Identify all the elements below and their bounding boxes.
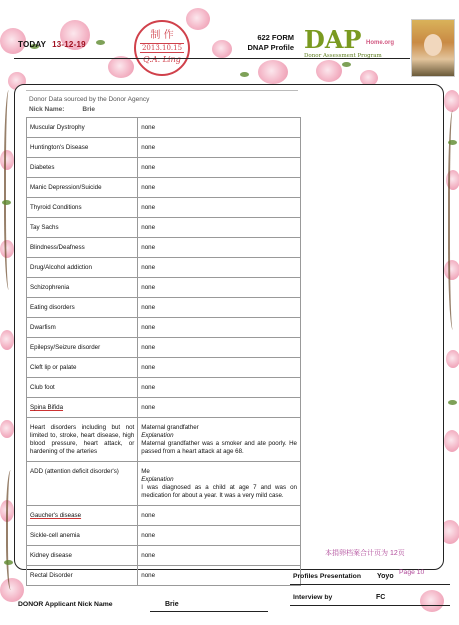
applicant-value: Brie bbox=[165, 601, 179, 608]
condition-value: none bbox=[138, 138, 301, 158]
condition-value: none bbox=[138, 318, 301, 338]
condition-name: Rectal Disorder bbox=[27, 566, 138, 586]
condition-name: Kidney disease bbox=[27, 546, 138, 566]
condition-name: Sickle-cell anemia bbox=[27, 526, 138, 546]
condition-value: none bbox=[138, 338, 301, 358]
table-row bbox=[27, 138, 301, 158]
presentation-label: Profiles Presentation bbox=[293, 573, 361, 580]
table-row bbox=[27, 398, 301, 418]
condition-name: Muscular Dystrophy bbox=[27, 118, 138, 138]
page-number: Page 10 bbox=[399, 569, 425, 576]
condition-name: Thyroid Conditions bbox=[27, 198, 138, 218]
footer-rule bbox=[290, 605, 450, 606]
condition-value: none bbox=[138, 378, 301, 398]
condition-value: none bbox=[138, 278, 301, 298]
form-number: 622 FORM bbox=[257, 33, 294, 42]
condition-name: Club foot bbox=[27, 378, 138, 398]
applicant-label: DONOR Applicant Nick Name bbox=[18, 601, 113, 608]
today-value: 13-12-19 bbox=[52, 40, 86, 49]
logo-subtitle: Donor Assessment Program bbox=[304, 53, 382, 59]
condition-name: Drug/Alcohol addiction bbox=[27, 258, 138, 278]
relation-text: Me bbox=[141, 468, 150, 475]
sourced-note: Donor Data sourced by the Donor Agency bbox=[29, 96, 150, 103]
condition-name: Cleft lip or palate bbox=[27, 358, 138, 378]
condition-value: none bbox=[138, 198, 301, 218]
logo-main: DAP bbox=[304, 25, 362, 54]
table-row bbox=[27, 546, 301, 566]
stamp-line3: Q.A. Ling bbox=[143, 55, 181, 64]
presentation-value: Yoyo bbox=[377, 573, 394, 580]
condition-name: Spina Bifida bbox=[27, 398, 138, 418]
condition-name: Huntington's Disease bbox=[27, 138, 138, 158]
explanation-text: Maternal grandfather was a smoker and ate poorly. He passed from a heart attack at age 68. bbox=[141, 440, 297, 455]
table-row bbox=[27, 378, 301, 398]
table-row-add bbox=[27, 462, 301, 506]
table-row bbox=[27, 506, 301, 526]
table-row bbox=[27, 198, 301, 218]
table-row bbox=[27, 278, 301, 298]
condition-value: none bbox=[138, 398, 301, 418]
explanation-label: Explanation bbox=[141, 432, 174, 439]
condition-detail bbox=[138, 418, 301, 462]
condition-name: Heart disorders including but not limited to, stroke, heart disease, high blood pressure, heart attack, or hardening of the arteries bbox=[27, 418, 138, 462]
table-row bbox=[27, 258, 301, 278]
table-row bbox=[27, 566, 301, 586]
explanation-label: Explanation bbox=[141, 476, 174, 483]
logo-small: Home.org bbox=[366, 40, 395, 46]
condition-detail bbox=[138, 462, 301, 506]
table-row bbox=[27, 358, 301, 378]
condition-value: none bbox=[138, 546, 301, 566]
condition-name: ADD (attention deficit disorder's) bbox=[27, 462, 138, 506]
condition-name: Epilepsy/Seizure disorder bbox=[27, 338, 138, 358]
table-row bbox=[27, 158, 301, 178]
section-top-rule bbox=[26, 90, 298, 91]
condition-value: none bbox=[138, 526, 301, 546]
explanation-text: I was diagnosed as a child at age 7 and was on medication for about a year. It was a very mild case. bbox=[141, 484, 297, 499]
nick-name-value: Brie bbox=[82, 106, 96, 113]
condition-name: Tay Sachs bbox=[27, 218, 138, 238]
relation-text: Maternal grandfather bbox=[141, 424, 199, 431]
condition-value: none bbox=[138, 158, 301, 178]
interview-label: Interview by bbox=[293, 594, 333, 601]
condition-name: Schizophrenia bbox=[27, 278, 138, 298]
donor-photo bbox=[411, 19, 455, 77]
table-row-heart bbox=[27, 418, 301, 462]
condition-value: none bbox=[138, 566, 301, 586]
interview-value: FC bbox=[376, 594, 386, 601]
nick-name-label: Nick Name: bbox=[29, 106, 65, 113]
today-date bbox=[18, 40, 86, 49]
condition-name: Diabetes bbox=[27, 158, 138, 178]
total-pages-note: 本捐卵档案合计页为 12页 bbox=[325, 550, 405, 557]
table-row bbox=[27, 338, 301, 358]
condition-value: none bbox=[138, 218, 301, 238]
production-stamp bbox=[134, 20, 190, 76]
table-row bbox=[27, 298, 301, 318]
condition-value: none bbox=[138, 358, 301, 378]
condition-name: Dwarfism bbox=[27, 318, 138, 338]
condition-value: none bbox=[138, 238, 301, 258]
dap-logo bbox=[304, 25, 408, 59]
today-label: TODAY bbox=[18, 40, 47, 49]
stamp-line1: 制 作 bbox=[150, 30, 174, 41]
nick-name-row bbox=[29, 106, 95, 113]
table-row bbox=[27, 238, 301, 258]
table-row bbox=[27, 118, 301, 138]
condition-name: Blindness/Deafness bbox=[27, 238, 138, 258]
condition-name: Gaucher's disease bbox=[27, 506, 138, 526]
table-row bbox=[27, 318, 301, 338]
form-title bbox=[236, 33, 294, 53]
medical-conditions-table bbox=[26, 117, 301, 586]
condition-value: none bbox=[138, 118, 301, 138]
condition-name: Eating disorders bbox=[27, 298, 138, 318]
condition-value: none bbox=[138, 258, 301, 278]
stamp-line2: 2013.10.15 bbox=[141, 44, 183, 52]
applicant-underline bbox=[150, 611, 268, 612]
condition-value: none bbox=[138, 298, 301, 318]
table-row bbox=[27, 218, 301, 238]
header-divider bbox=[14, 58, 410, 59]
table-row bbox=[27, 178, 301, 198]
footer-rule bbox=[290, 584, 450, 585]
condition-value: none bbox=[138, 506, 301, 526]
condition-name: Manic Depression/Suicide bbox=[27, 178, 138, 198]
condition-value: none bbox=[138, 178, 301, 198]
table-row bbox=[27, 526, 301, 546]
form-name: DNAP Profile bbox=[247, 43, 294, 52]
